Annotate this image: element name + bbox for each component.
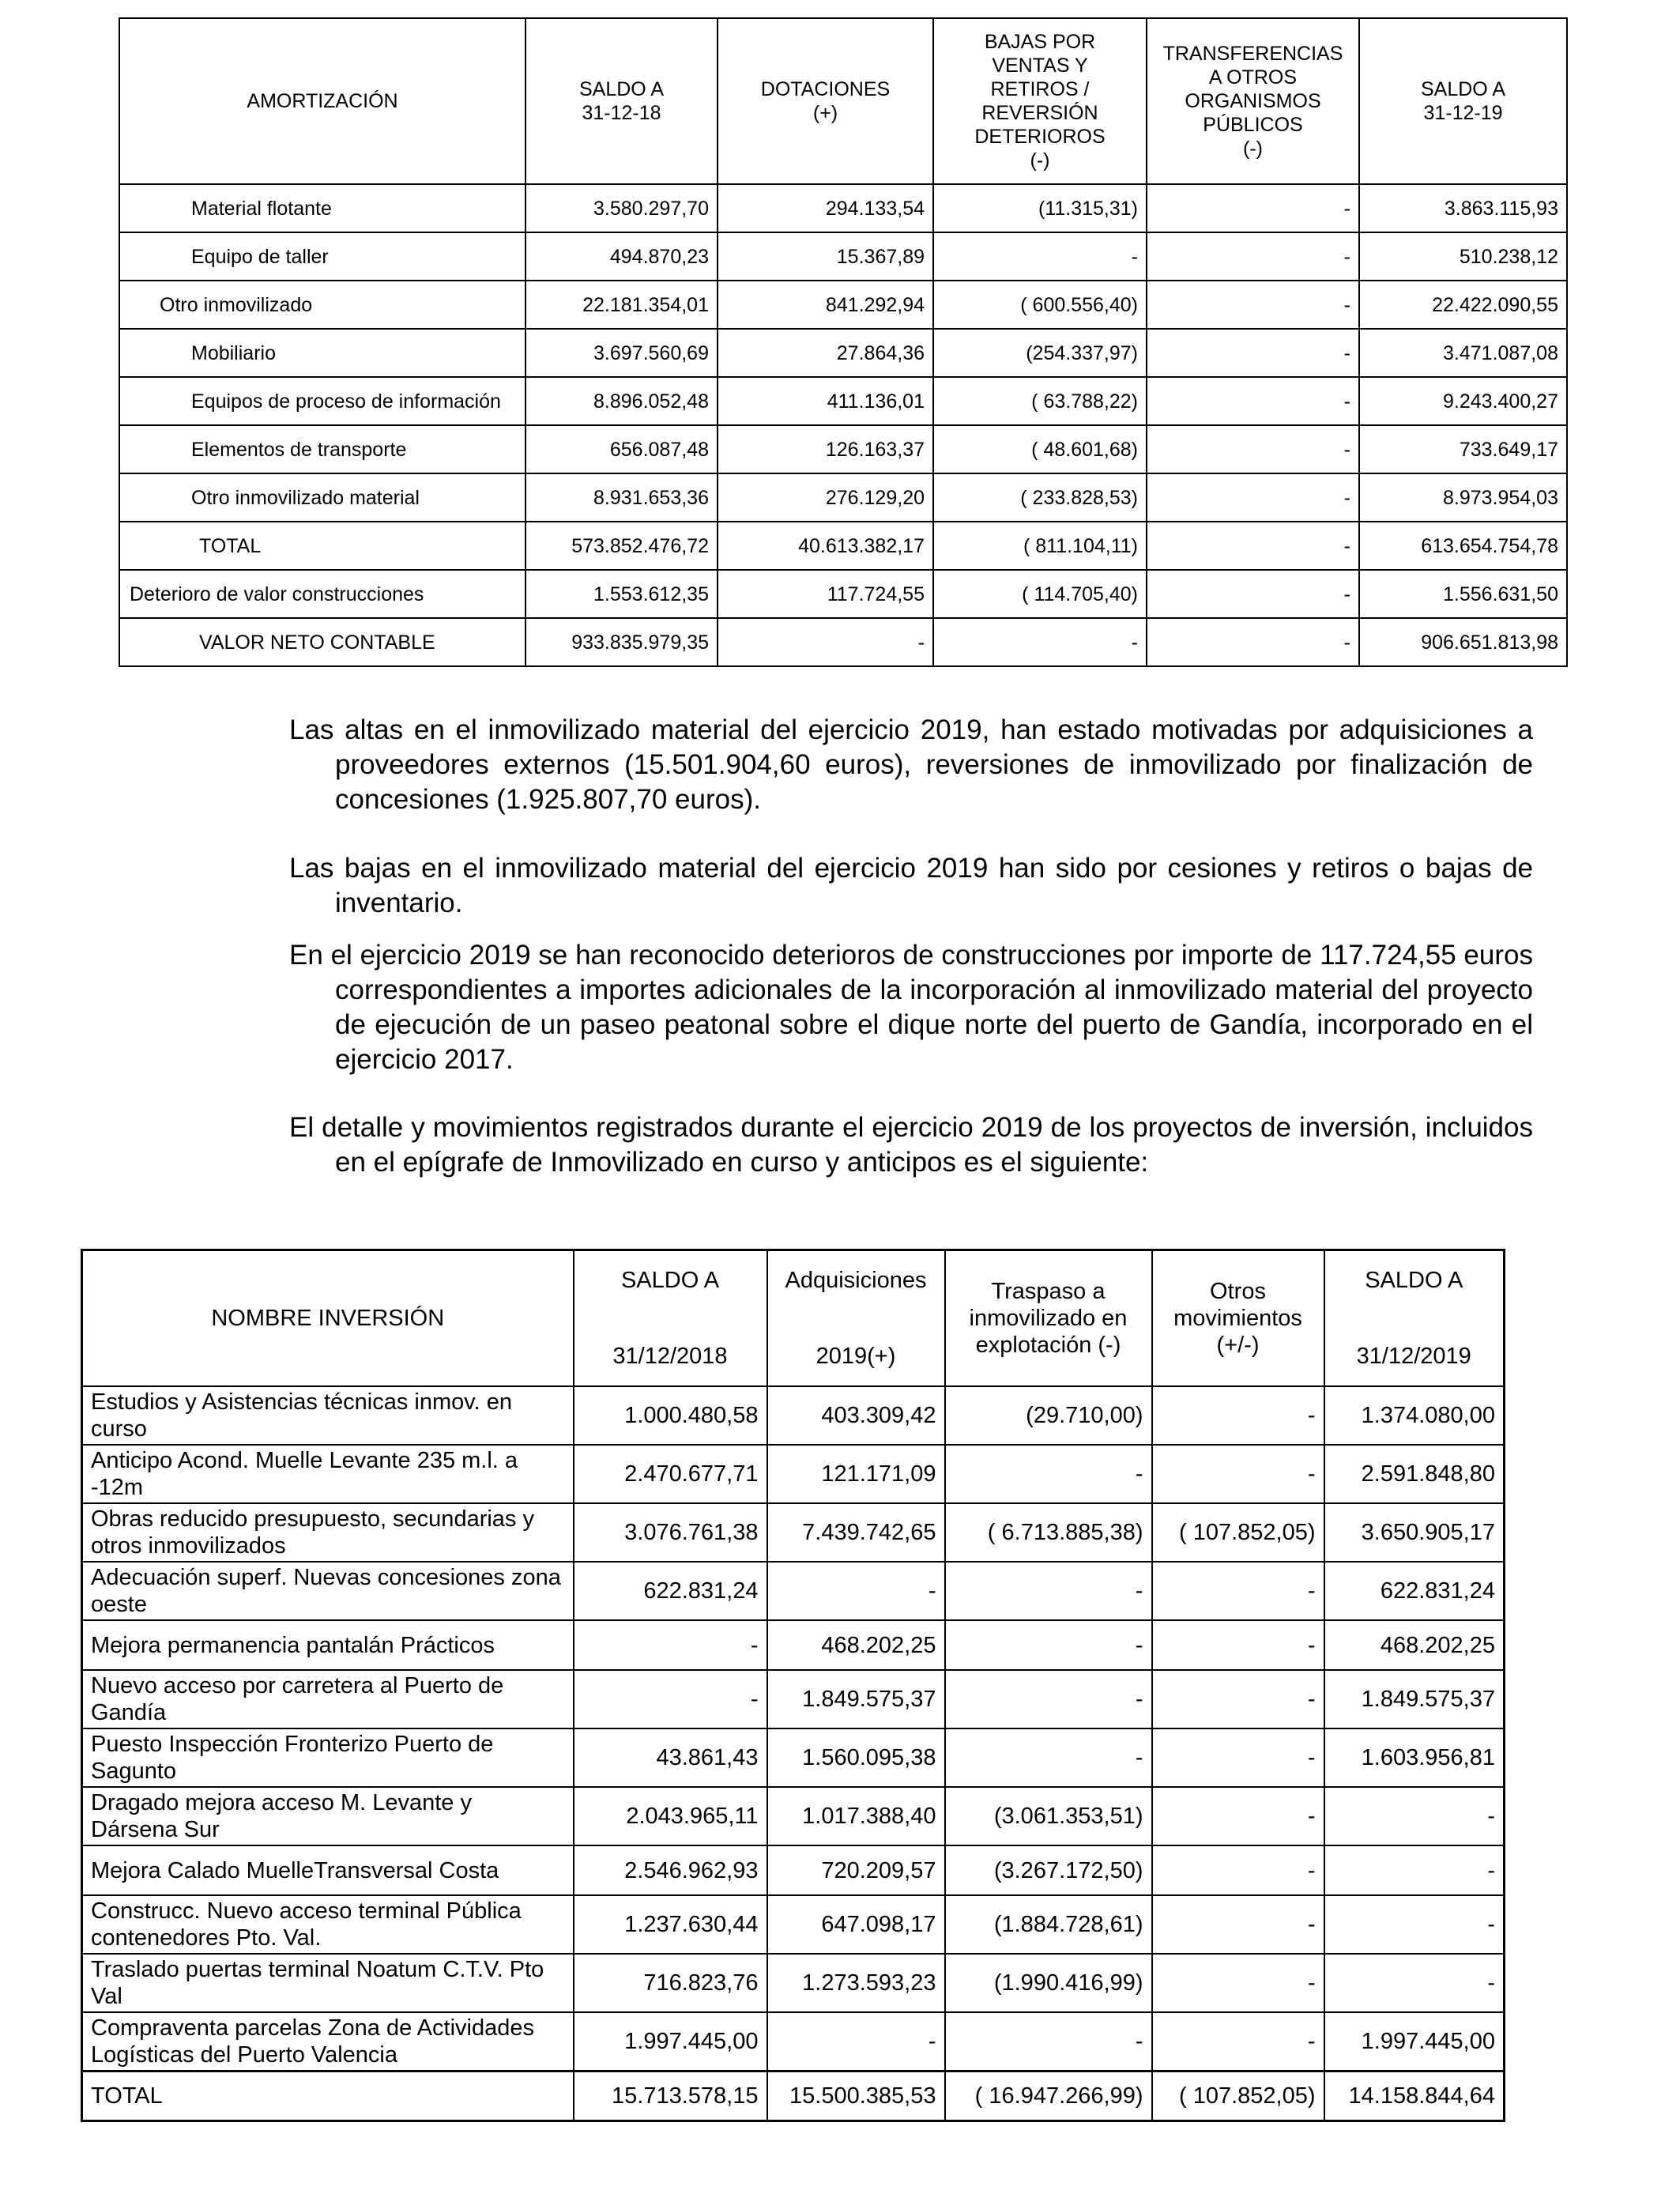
cell-value: (3.061.353,51) [945,1787,1152,1845]
cell-value: - [1147,522,1359,570]
header-bajas: BAJAS POR VENTAS Y RETIROS / REVERSIÓN DETERIOROS (-) [933,18,1147,184]
cell-value: (254.337,97) [933,329,1147,377]
cell-value: - [945,2012,1152,2071]
cell-value: 573.852.476,72 [525,522,718,570]
cell-value: - [1152,1728,1324,1787]
cell-value: 2.043.965,11 [574,1787,767,1845]
table-row [119,232,1567,281]
table-row [82,1954,1505,2012]
row-label: Traslado puertas terminal Noatum C.T.V. Pto Val [82,1954,574,2012]
row-label: Construcc. Nuevo acceso terminal Pública contenedores Pto. Val. [82,1895,574,1954]
cell-value: 40.613.382,17 [718,522,933,570]
cell-value: 9.243.400,27 [1359,377,1567,425]
investment-body [82,1386,1505,2120]
amortization-header-row [119,18,1567,184]
cell-value: 1.603.956,81 [1324,1728,1505,1787]
cell-value: - [1147,570,1359,618]
cell-value: 1.556.631,50 [1359,570,1567,618]
cell-value: 1.000.480,58 [574,1386,767,1445]
cell-value: 656.087,48 [525,425,718,473]
cell-value: - [933,618,1147,666]
cell-value: 2.591.848,80 [1324,1445,1505,1503]
table-row [119,473,1567,522]
table-row [119,425,1567,473]
table-row [119,184,1567,232]
paragraph-bajas: Las bajas en el inmovilizado material del ejercicio 2019 han sido por cesiones y retiros o bajas de inventario. [289,853,1533,918]
cell-value: - [945,1562,1152,1620]
cell-value: 14.158.844,64 [1324,2071,1505,2120]
row-label: Dragado mejora acceso M. Levante y Dársena Sur [82,1787,574,1845]
cell-value: 276.129,20 [718,473,933,522]
cell-value: 720.209,57 [767,1845,945,1895]
row-label: Otro inmovilizado [119,281,525,329]
cell-value: - [1152,2012,1324,2071]
header-adquisiciones-bottom: 2019(+) [816,1344,896,1369]
cell-value: 3.697.560,69 [525,329,718,377]
cell-value: 2.546.962,93 [574,1845,767,1895]
cell-value: - [1152,1787,1324,1845]
row-label: Mejora Calado MuelleTransversal Costa [82,1845,574,1895]
table-row [119,618,1567,666]
row-label: TOTAL [82,2071,574,2120]
cell-value: 2.470.677,71 [574,1445,767,1503]
table-row [82,1845,1505,1895]
cell-value: - [1147,618,1359,666]
row-label: Estudios y Asistencias técnicas inmov. en curso [82,1386,574,1445]
header-saldo-2018: SALDO A 31-12-18 [525,18,718,184]
row-label: Material flotante [119,184,525,232]
row-label: Adecuación superf. Nuevas concesiones zona oeste [82,1562,574,1620]
cell-value: - [574,1670,767,1728]
cell-value: - [1147,473,1359,522]
cell-value: 22.181.354,01 [525,281,718,329]
cell-value: 3.076.761,38 [574,1503,767,1562]
cell-value: 15.713.578,15 [574,2071,767,2120]
header-transferencias: TRANSFERENCIAS A OTROS ORGANISMOS PÚBLICOS (-) [1147,18,1359,184]
cell-value: - [1152,1670,1324,1728]
cell-value: 1.849.575,37 [1324,1670,1505,1728]
row-label: Mobiliario [119,329,525,377]
amortization-table [119,17,1568,667]
cell-value: 622.831,24 [574,1562,767,1620]
cell-value: 841.292,94 [718,281,933,329]
row-label: TOTAL [119,522,525,570]
header-adquisiciones [767,1250,945,1387]
cell-value: - [1147,329,1359,377]
amortization-body [119,184,1567,666]
cell-value: - [1147,425,1359,473]
row-label: Equipo de taller [119,232,525,281]
cell-value: - [1152,1620,1324,1670]
cell-value: 468.202,25 [1324,1620,1505,1670]
cell-value: 1.017.388,40 [767,1787,945,1845]
table-row [82,1620,1505,1670]
cell-value: - [1152,1895,1324,1954]
table-row [82,1787,1505,1845]
cell-value: 3.650.905,17 [1324,1503,1505,1562]
header-saldo-inicial-top: SALDO A [620,1268,720,1293]
cell-value: 411.136,01 [718,377,933,425]
cell-value: 1.553.612,35 [525,570,718,618]
cell-value: 294.133,54 [718,184,933,232]
header-saldo-inicial-date: 31/12/2018 [612,1344,728,1369]
cell-value: 121.171,09 [767,1445,945,1503]
cell-value: - [1324,1845,1505,1895]
cell-value: 7.439.742,65 [767,1503,945,1562]
cell-value: - [767,1562,945,1620]
table-row [119,522,1567,570]
header-amortizacion: AMORTIZACIÓN [119,18,525,184]
cell-value: - [1147,281,1359,329]
cell-value: - [1324,1787,1505,1845]
cell-value: - [1152,1954,1324,2012]
cell-value: (11.315,31) [933,184,1147,232]
cell-value: 1.374.080,00 [1324,1386,1505,1445]
cell-value: - [718,618,933,666]
cell-value: 15.500.385,53 [767,2071,945,2120]
cell-value: ( 16.947.266,99) [945,2071,1152,2120]
cell-value: - [945,1620,1152,1670]
header-saldo-inicial [574,1250,767,1387]
table-row [82,1895,1505,1954]
cell-value: - [945,1670,1152,1728]
investment-header-row [82,1250,1505,1387]
cell-value: - [1152,1562,1324,1620]
cell-value: - [933,232,1147,281]
total-row [82,2071,1505,2120]
paragraph-deterioros: En el ejercicio 2019 se han reconocido deterioros de construcciones por importe de 117.724,55 euros correspondientes a importes adicionales de la incorporación al inmovilizado material del proyecto de ejecución de un paseo peatonal sobre el dique norte del puerto de Gandía, incorporado en el ejercicio 2017. [289,940,1533,1075]
cell-value: 1.560.095,38 [767,1728,945,1787]
cell-value: 15.367,89 [718,232,933,281]
header-saldo-final-top: SALDO A [1365,1268,1463,1293]
cell-value: 622.831,24 [1324,1562,1505,1620]
cell-value: - [1152,1845,1324,1895]
cell-value: 43.861,43 [574,1728,767,1787]
table-row [82,2012,1505,2071]
header-otros-movimientos: Otros movimientos (+/-) [1152,1250,1324,1387]
cell-value: 613.654.754,78 [1359,522,1567,570]
cell-value: - [1147,232,1359,281]
table-row [82,1670,1505,1728]
cell-value: (1.884.728,61) [945,1895,1152,1954]
paragraph-detalle: El detalle y movimientos registrados durante el ejercicio 2019 de los proyectos de inversión, incluidos en el epígrafe de Inmovilizado en curso y anticipos es el siguiente: [289,1112,1533,1178]
table-row [82,1562,1505,1620]
table-row [119,329,1567,377]
table-row [82,1728,1505,1787]
cell-value: 1.237.630,44 [574,1895,767,1954]
cell-value: 510.238,12 [1359,232,1567,281]
header-saldo-final-date: 31/12/2019 [1356,1344,1471,1369]
row-label: Deterioro de valor construcciones [119,570,525,618]
row-label: Puesto Inspección Fronterizo Puerto de Sagunto [82,1728,574,1787]
cell-value: (29.710,00) [945,1386,1152,1445]
cell-value: - [1324,1895,1505,1954]
cell-value: 1.997.445,00 [574,2012,767,2071]
row-label: Compraventa parcelas Zona de Actividades Logísticas del Puerto Valencia [82,2012,574,2071]
table-row [119,570,1567,618]
cell-value: (1.990.416,99) [945,1954,1152,2012]
cell-value: 1.273.593,23 [767,1954,945,2012]
cell-value: ( 6.713.885,38) [945,1503,1152,1562]
cell-value: 933.835.979,35 [525,618,718,666]
investment-projects-table [81,1249,1505,2122]
row-label: Nuevo acceso por carretera al Puerto de Gandía [82,1670,574,1728]
cell-value: 906.651.813,98 [1359,618,1567,666]
row-label: Anticipo Acond. Muelle Levante 235 m.l. a -12m [82,1445,574,1503]
cell-value: 117.724,55 [718,570,933,618]
header-adquisiciones-top: Adquisiciones [785,1268,927,1293]
cell-value: 1.849.575,37 [767,1670,945,1728]
table-row [119,281,1567,329]
cell-value: ( 811.104,11) [933,522,1147,570]
cell-value: - [574,1620,767,1670]
cell-value: 3.580.297,70 [525,184,718,232]
row-label: Elementos de transporte [119,425,525,473]
row-label: Otro inmovilizado material [119,473,525,522]
header-saldo-2019: SALDO A 31-12-19 [1359,18,1567,184]
table-row [82,1445,1505,1503]
cell-value: 8.896.052,48 [525,377,718,425]
header-dotaciones: DOTACIONES (+) [718,18,933,184]
cell-value: 8.973.954,03 [1359,473,1567,522]
cell-value: ( 114.705,40) [933,570,1147,618]
cell-value: 468.202,25 [767,1620,945,1670]
header-saldo-final [1324,1250,1505,1387]
cell-value: 647.098,17 [767,1895,945,1954]
cell-value: 1.997.445,00 [1324,2012,1505,2071]
cell-value: (3.267.172,50) [945,1845,1152,1895]
cell-value: 27.864,36 [718,329,933,377]
cell-value: - [945,1728,1152,1787]
cell-value: - [1152,1445,1324,1503]
cell-value: ( 107.852,05) [1152,1503,1324,1562]
header-nombre-inversion: NOMBRE INVERSIÓN [82,1250,574,1387]
cell-value: - [1324,1954,1505,2012]
cell-value: 733.649,17 [1359,425,1567,473]
cell-value: ( 233.828,53) [933,473,1147,522]
table-row [119,377,1567,425]
cell-value: ( 48.601,68) [933,425,1147,473]
paragraph-altas: Las altas en el inmovilizado material del ejercicio 2019, han estado motivadas por adquisiciones a proveedores externos (15.501.904,60 euros), reversiones de inmovilizado por finalización de concesiones (1.925.807,70 euros). [289,714,1533,815]
cell-value: 22.422.090,55 [1359,281,1567,329]
table-row [82,1503,1505,1562]
cell-value: ( 63.788,22) [933,377,1147,425]
cell-value: - [767,2012,945,2071]
cell-value: - [1147,184,1359,232]
row-label: Mejora permanencia pantalán Prácticos [82,1620,574,1670]
cell-value: - [945,1445,1152,1503]
cell-value: - [1152,1386,1324,1445]
row-label: VALOR NETO CONTABLE [119,618,525,666]
cell-value: ( 600.556,40) [933,281,1147,329]
cell-value: 494.870,23 [525,232,718,281]
cell-value: 3.863.115,93 [1359,184,1567,232]
cell-value: ( 107.852,05) [1152,2071,1324,2120]
cell-value: 3.471.087,08 [1359,329,1567,377]
cell-value: 8.931.653,36 [525,473,718,522]
table-row [82,1386,1505,1445]
row-label: Equipos de proceso de información [119,377,525,425]
cell-value: - [1147,377,1359,425]
cell-value: 403.309,42 [767,1386,945,1445]
row-label: Obras reducido presupuesto, secundarias y otros inmovilizados [82,1503,574,1562]
header-traspaso: Traspaso a inmovilizado en explotación (-) [945,1250,1152,1387]
cell-value: 126.163,37 [718,425,933,473]
cell-value: 716.823,76 [574,1954,767,2012]
